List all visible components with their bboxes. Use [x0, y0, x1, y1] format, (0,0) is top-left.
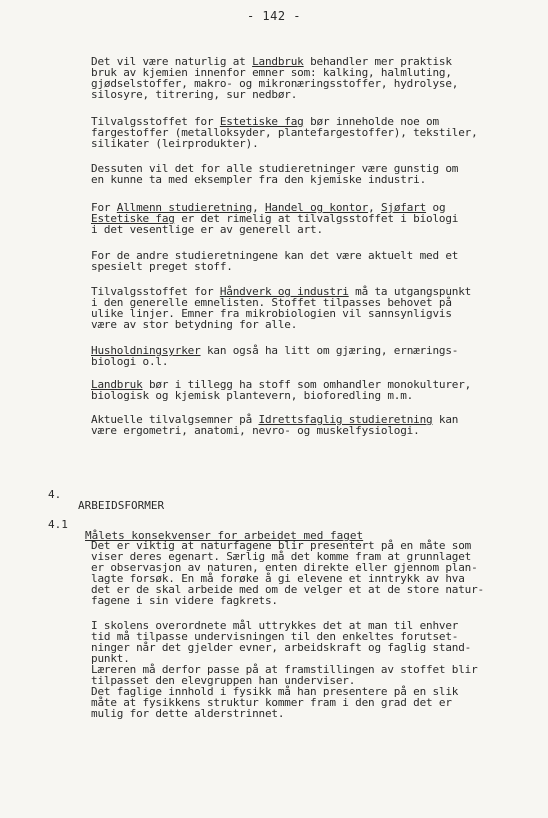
text: bør i tillegg ha stoff som omhandler monokulturer, biologisk og kjemisk plantevern, bioforedling m.m.	[91, 378, 472, 402]
paragraph-andre-studieretninger	[91, 250, 511, 272]
text: bør inneholde noe om fargestoffer (metalloksyder, plantefargestoffer), tekstiler, silikater (leirprodukter).	[91, 115, 478, 150]
underlined-term: Estetiske fag	[219, 115, 304, 128]
paragraph-dessuten	[91, 163, 511, 185]
page-number: - 142 -	[246, 9, 302, 23]
text: Det vil være naturlig at	[91, 55, 253, 68]
section-title: ARBEIDSFORMER	[78, 499, 165, 512]
text: ,	[368, 201, 381, 214]
text: kan også ha litt om gjæring, ernærings- biologi o.l.	[91, 344, 459, 368]
underlined-term: Landbruk	[252, 55, 304, 68]
section-number: 4.	[48, 488, 62, 501]
text: Det er viktig at naturfagene blir presentert på en måte som viser deres egenart. Særlig må det komme fram at grunnlaget er observasjon av naturen, enten direkte eller gjennom plan- lagte forsøk. En må forøke å gi elevene et inntrykk av hva det er de skal arbeide med om de velger et at de store natur- fagene i sin videre fagkrets.	[91, 539, 484, 607]
section-number: 4.1	[48, 518, 68, 531]
paragraph-idrett	[91, 414, 511, 436]
text: ,	[252, 201, 265, 214]
underlined-term: Håndverk og industri	[219, 285, 349, 298]
underlined-term: Sjøfart	[380, 201, 427, 214]
paragraph-naturfag-egenart	[91, 540, 511, 606]
paragraph-estetiske-fag	[91, 116, 511, 149]
paragraph-landbruk-kjemi	[91, 56, 511, 100]
section-title: Målets konsekvenser for arbeidet med faget	[85, 529, 364, 542]
paragraph-handverk	[91, 286, 511, 330]
text: kan være ergometri, anatomi, nevro- og muskelfysiologi.	[91, 413, 459, 437]
text: Tilvalgsstoffet for	[91, 285, 220, 298]
text: behandler mer praktisk bruk av kjemien innenfor emner som: kalking, halmluting, gjødselstoffer, makro- og mikronæringsstoffer, hydrolyse, silosyre, titrering, sur nedbør.	[91, 55, 459, 101]
paragraph-husholdning	[91, 345, 511, 367]
text: Dessuten vil det for alle studieretninger være gunstig om en kunne ta med eksempler fra den kjemiske industri.	[91, 162, 459, 186]
text: I skolens overordnete mål uttrykkes det at man til enhver tid må tilpasse undervisningen til den enkeltes forutset- ninger når det gjelder evner, arbeidskraft og faglig stand- punkt. Læreren må derfor passe på at framstillingen av stoffet blir tilpasset den elevgruppen han underviser. Det faglige innhold i fysikk må han presentere på en slik måte at fysikkens struktur kommer fram i den grad det er mulig for dette alderstrinnet.	[91, 619, 478, 720]
underlined-term: Husholdningsyrker	[91, 344, 201, 357]
underlined-term: Handel og kontor	[264, 201, 369, 214]
underlined-term: Landbruk	[91, 378, 143, 391]
underlined-term: Idrettsfaglig studieretning	[258, 413, 433, 426]
paragraph-landbruk-biologi	[91, 379, 511, 401]
text: Tilvalgsstoffet for	[91, 115, 220, 128]
paragraph-allmenn	[91, 202, 511, 235]
text: må ta utgangspunkt i den generelle emnelisten. Stoffet tilpasses behovet på ulike linjer. Emner fra mikrobiologien vil sannsynligvis være av stor betydning for alle.	[91, 285, 472, 331]
text: Aktuelle tilvalgsemner på	[91, 413, 259, 426]
text: er det rimelig at tilvalgsstoffet i biologi i det vesentlige er av generell art.	[91, 212, 459, 236]
paragraph-tilpasse-undervisning	[91, 620, 511, 719]
underlined-term: Allmenn studieretning	[116, 201, 253, 214]
text: og	[432, 201, 446, 214]
underlined-term: Estetiske fag	[91, 212, 175, 225]
text: For de andre studieretningene kan det være aktuelt med et spesielt preget stoff.	[91, 249, 459, 273]
text: For	[91, 201, 117, 214]
